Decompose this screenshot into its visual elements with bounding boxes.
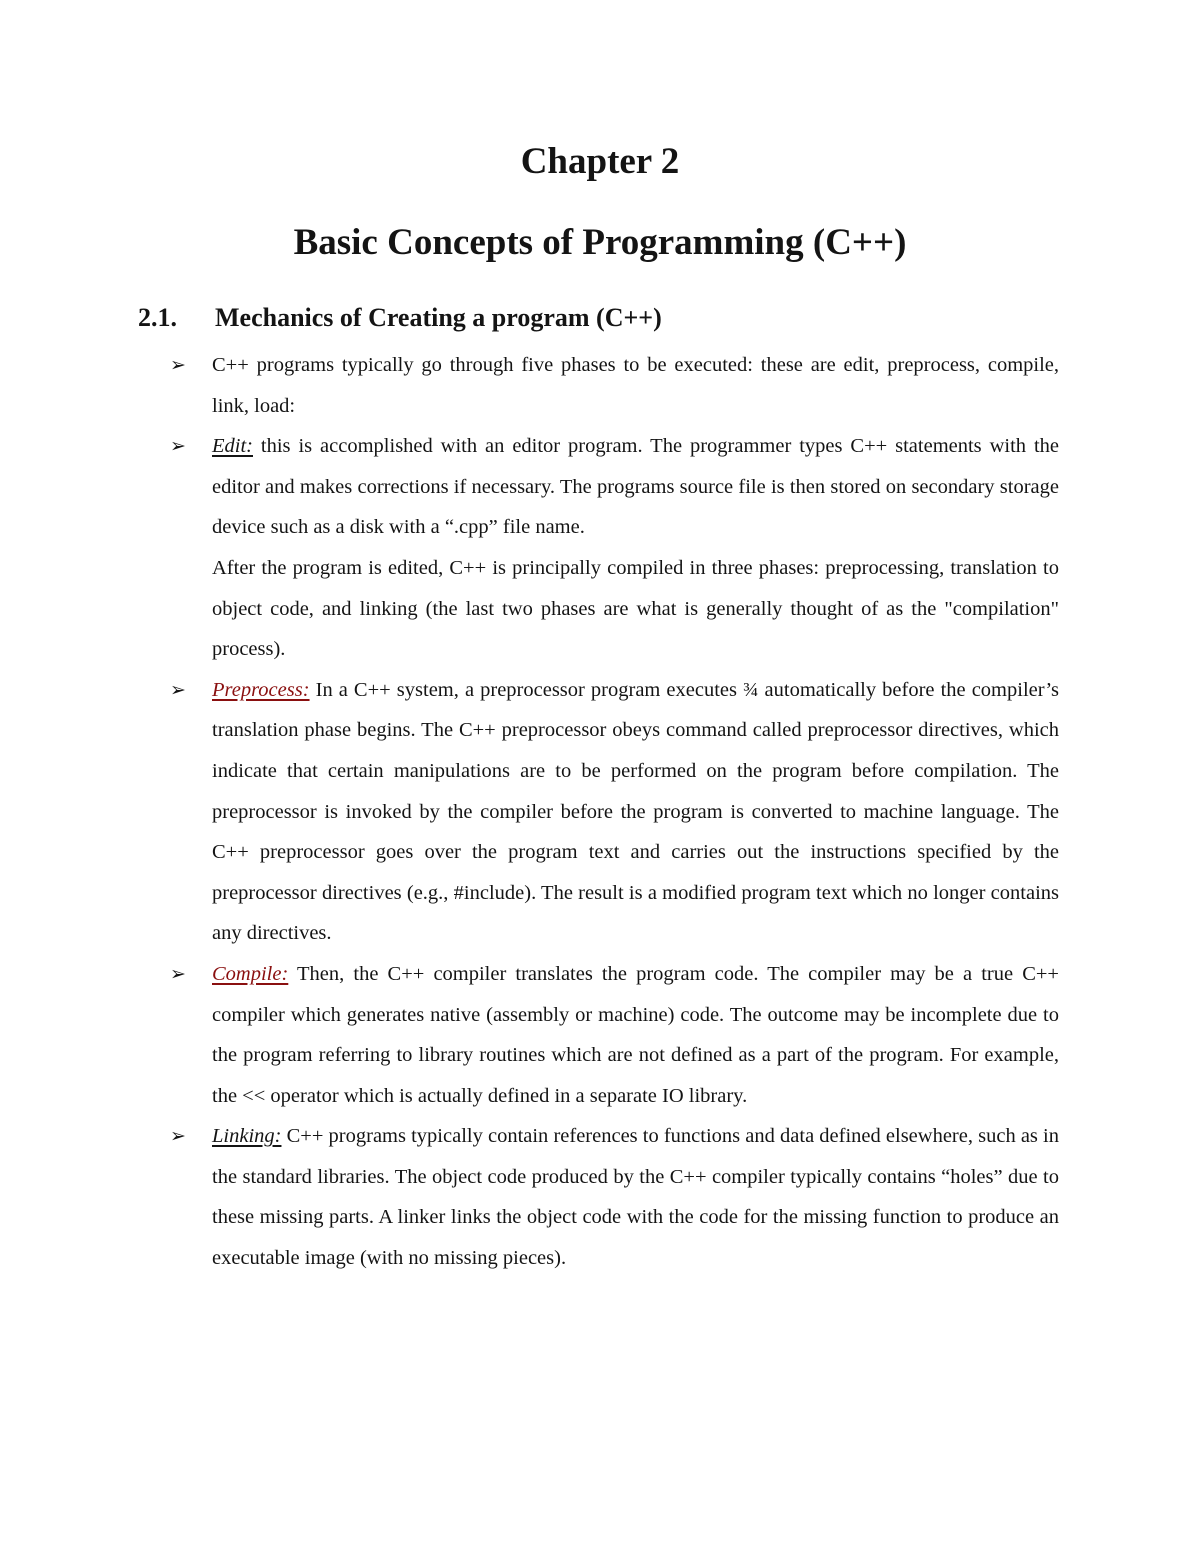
list-item [170, 1116, 1059, 1278]
list-item-text: C++ programs typically contain references to functions and data defined elsewhere, such as in the standard libraries. The object code produced by the C++ compiler typically contains “holes” due to these missing parts. A linker links the object code with the code for the missing function to produce an executable image (with no missing pieces). [212, 1125, 1059, 1270]
list-item-text: this is accomplished with an editor program. The programmer types C++ statements with the editor and makes corrections if necessary. The programs source file is then stored on secondary storage device such as a disk with a “.cpp” file name. [212, 435, 1059, 539]
list-item [170, 345, 1059, 426]
section-title: Mechanics of Creating a program (C++) [215, 303, 662, 332]
list-item-text: In a C++ system, a preprocessor program executes ¾ automatically before the compiler’s translation phase begins. The C++ preprocessor obeys command called preprocessor directives, which indicate that certain manipulations are to be performed on the program before compilation. The preprocessor is invoked by the compiler before the program is converted to machine language. The C++ preprocessor goes over the program text and carries out the instructions specified by the preprocessor directives (e.g., #include). The result is a modified program text which no longer contains any directives. [212, 678, 1059, 945]
arrow-bullet-icon: ➢ [170, 354, 186, 376]
chapter-title: Chapter 2 [520, 141, 680, 182]
arrow-bullet-icon: ➢ [170, 678, 186, 701]
list-item-text: Then, the C++ compiler translates the program code. The compiler may be a true C++ compiler which generates native (assembly or machine) code. The outcome may be incomplete due to the program referring to library routines which are not defined as a part of the program. For example, the << operator which is actually defined in a separate IO library. [212, 962, 1059, 1107]
list-item-continuation: After the program is edited, C++ is principally compiled in three phases: preprocessing, translation to object code, and linking (the last two phases are what is generally thought of as the "compilation" process). [212, 556, 1059, 661]
term-edit: Edit: [212, 435, 253, 458]
list-item-text: C++ programs typically go through five phases to be executed: these are edit, preprocess, compile, link, load: [212, 354, 1059, 417]
term-compile: Compile: [212, 962, 289, 985]
arrow-bullet-icon: ➢ [170, 435, 186, 458]
chapter-subtitle: Basic Concepts of Programming (C++) [293, 222, 907, 263]
list-item [170, 670, 1059, 954]
term-linking: Linking: [212, 1125, 282, 1148]
arrow-bullet-icon: ➢ [170, 1125, 186, 1148]
section-number: 2.1. [138, 303, 177, 332]
phase-list [170, 345, 1059, 1279]
list-item [170, 954, 1059, 1116]
term-preprocess: Preprocess: [212, 678, 310, 701]
section-heading [138, 298, 662, 338]
arrow-bullet-icon: ➢ [170, 962, 186, 985]
list-item [170, 426, 1059, 670]
